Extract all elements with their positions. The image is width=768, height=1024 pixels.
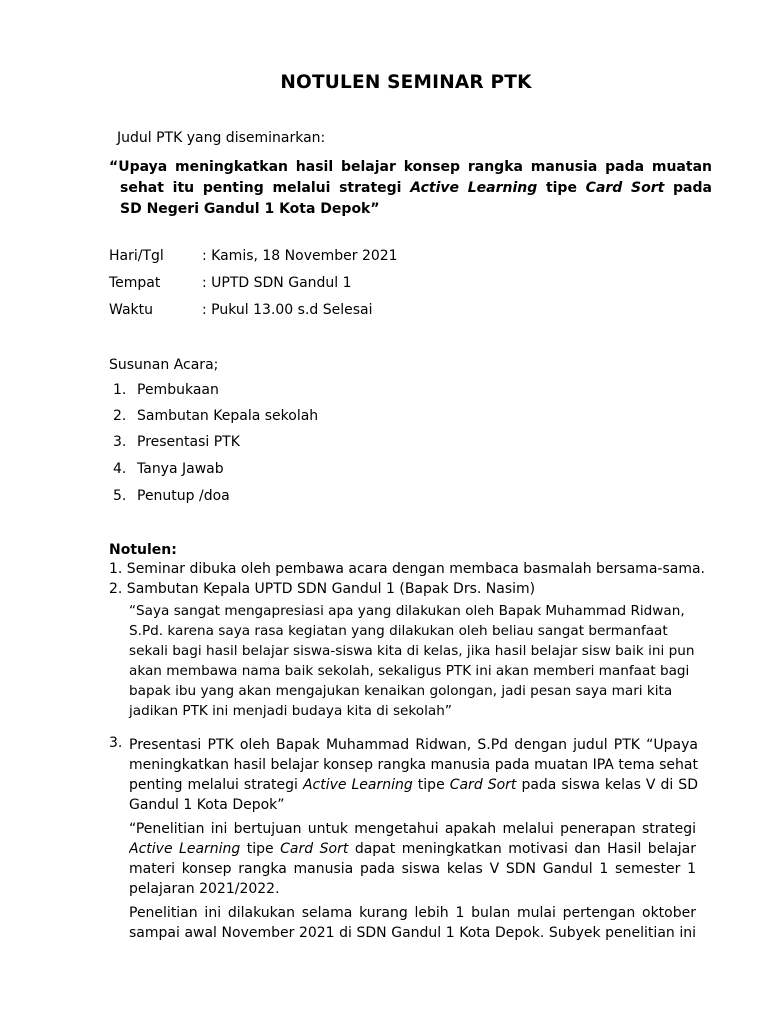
item3-line-1: Presentasi PTK oleh Bapak Muhammad Ridwan, S.Pd dengan judul PTK “Upaya bbox=[129, 737, 698, 753]
info-value-hari: : Kamis, 18 November 2021 bbox=[202, 248, 398, 264]
judul-line-2e: pada bbox=[673, 180, 712, 196]
item3-line-3e: pada siswa kelas V di SD bbox=[521, 777, 698, 793]
item3-line-3 bbox=[129, 775, 698, 795]
document-title: NOTULEN SEMINAR PTK bbox=[280, 72, 532, 93]
quote-line: “Saya sangat mengapresiasi apa yang dilakukan oleh Bapak Muhammad Ridwan, bbox=[129, 603, 685, 619]
item3-line-2: meningkatkan hasil belajar konsep rangka manusia pada muatan IPA tema sehat bbox=[129, 757, 698, 773]
agenda-item bbox=[113, 408, 513, 428]
agenda-item bbox=[113, 461, 513, 481]
notulen-heading: Notulen: bbox=[109, 542, 177, 558]
para2-line-1: Penelitian ini dilakukan selama kurang lebih 1 bulan mulai pertengan oktober bbox=[129, 905, 696, 921]
agenda-item-number: 1. bbox=[113, 382, 127, 398]
judul-line-3: SD Negeri Gandul 1 Kota Depok” bbox=[120, 201, 380, 217]
agenda-item-number: 5. bbox=[113, 488, 127, 504]
agenda-item-number: 4. bbox=[113, 461, 127, 477]
para1-line-1: “Penelitian ini bertujuan untuk mengetahui apakah melalui penerapan strategi bbox=[129, 821, 696, 837]
penelitian-paragraph-2 bbox=[129, 903, 696, 943]
para2-line-2: sampai awal November 2021 di SDN Gandul 1 Kota Depok. Subyek penelitian ini bbox=[129, 925, 696, 941]
quote-line: bapak ibu yang akan mengajukan kenaikan golongan, jadi pesan saya mari kita bbox=[129, 683, 673, 699]
agenda-item-text: Sambutan Kepala sekolah bbox=[137, 408, 319, 424]
agenda-item bbox=[113, 382, 513, 402]
judul-line-1: “Upaya meningkatkan hasil belajar konsep rangka manusia pada muatan bbox=[109, 159, 712, 175]
notulen-item-1: 1. Seminar dibuka oleh pembawa acara dengan membaca basmalah bersama-sama. bbox=[109, 561, 705, 577]
info-label-waktu: Waktu bbox=[109, 302, 153, 318]
para1-line-2c: Card Sort bbox=[280, 841, 349, 857]
judul-line-2 bbox=[109, 178, 712, 199]
agenda-item bbox=[113, 488, 513, 508]
item3-line-3c: tipe bbox=[412, 777, 450, 793]
penelitian-paragraph-1 bbox=[129, 819, 696, 899]
quote-line: jadikan PTK ini menjadi budaya kita di sekolah” bbox=[129, 703, 452, 719]
judul-title bbox=[109, 157, 712, 220]
info-row-tempat bbox=[109, 275, 609, 295]
info-value-tempat: : UPTD SDN Gandul 1 bbox=[202, 275, 352, 291]
info-label-hari: Hari/Tgl bbox=[109, 248, 164, 264]
info-label-tempat: Tempat bbox=[109, 275, 161, 291]
info-value-waktu: : Pukul 13.00 s.d Selesai bbox=[202, 302, 373, 318]
item3-line-3d: Card Sort bbox=[449, 777, 517, 793]
notulen-item-2: 2. Sambutan Kepala UPTD SDN Gandul 1 (Bapak Drs. Nasim) bbox=[109, 581, 536, 597]
info-row-hari bbox=[109, 248, 609, 268]
para1-line-3: materi konsep rangka manusia pada siswa kelas V SDN Gandul 1 semester 1 bbox=[129, 861, 696, 877]
notulen-item-3 bbox=[129, 735, 698, 815]
item3-line-4: Gandul 1 Kota Depok” bbox=[129, 797, 285, 813]
para1-line-4: pelajaran 2021/2022. bbox=[129, 881, 280, 897]
agenda-item bbox=[113, 434, 513, 454]
susunan-acara-label: Susunan Acara; bbox=[109, 357, 219, 373]
para1-line-2a: Active Learning bbox=[129, 841, 241, 857]
agenda-item-text: Pembukaan bbox=[137, 382, 219, 398]
judul-label: Judul PTK yang diseminarkan: bbox=[117, 130, 326, 146]
agenda-item-number: 3. bbox=[113, 434, 127, 450]
item3-line-3a: penting melalui strategi bbox=[129, 777, 303, 793]
quote-line: sekali bagi hasil belajar siswa-siswa kita di kelas, jika hasil belajar sisw baik ini pun bbox=[129, 643, 695, 659]
judul-line-2b: Active Learning bbox=[410, 180, 538, 196]
info-row-waktu bbox=[109, 302, 609, 322]
agenda-item-text: Presentasi PTK bbox=[137, 434, 240, 450]
judul-line-2c: tipe bbox=[537, 180, 586, 196]
item3-line-3b: Active Learning bbox=[302, 777, 413, 793]
judul-line-2d: Card Sort bbox=[585, 180, 665, 196]
agenda-item-number: 2. bbox=[113, 408, 127, 424]
para1-line-2d: dapat meningkatkan motivasi dan Hasil belajar bbox=[354, 841, 696, 857]
notulen-item-3-number: 3. bbox=[109, 735, 123, 751]
para1-line-2b: tipe bbox=[240, 841, 281, 857]
quote-line: S.Pd. karena saya rasa kegiatan yang dilakukan oleh beliau sangat bermanfaat bbox=[129, 623, 668, 639]
quote-line: akan membawa nama baik sekolah, sekaligus PTK ini akan memberi manfaat bagi bbox=[129, 663, 690, 679]
agenda-item-text: Penutup /doa bbox=[137, 488, 230, 504]
judul-line-2a: sehat itu penting melalui strategi bbox=[120, 180, 411, 196]
para1-line-2 bbox=[129, 839, 696, 859]
sambutan-quote bbox=[129, 601, 699, 721]
agenda-item-text: Tanya Jawab bbox=[137, 461, 224, 477]
